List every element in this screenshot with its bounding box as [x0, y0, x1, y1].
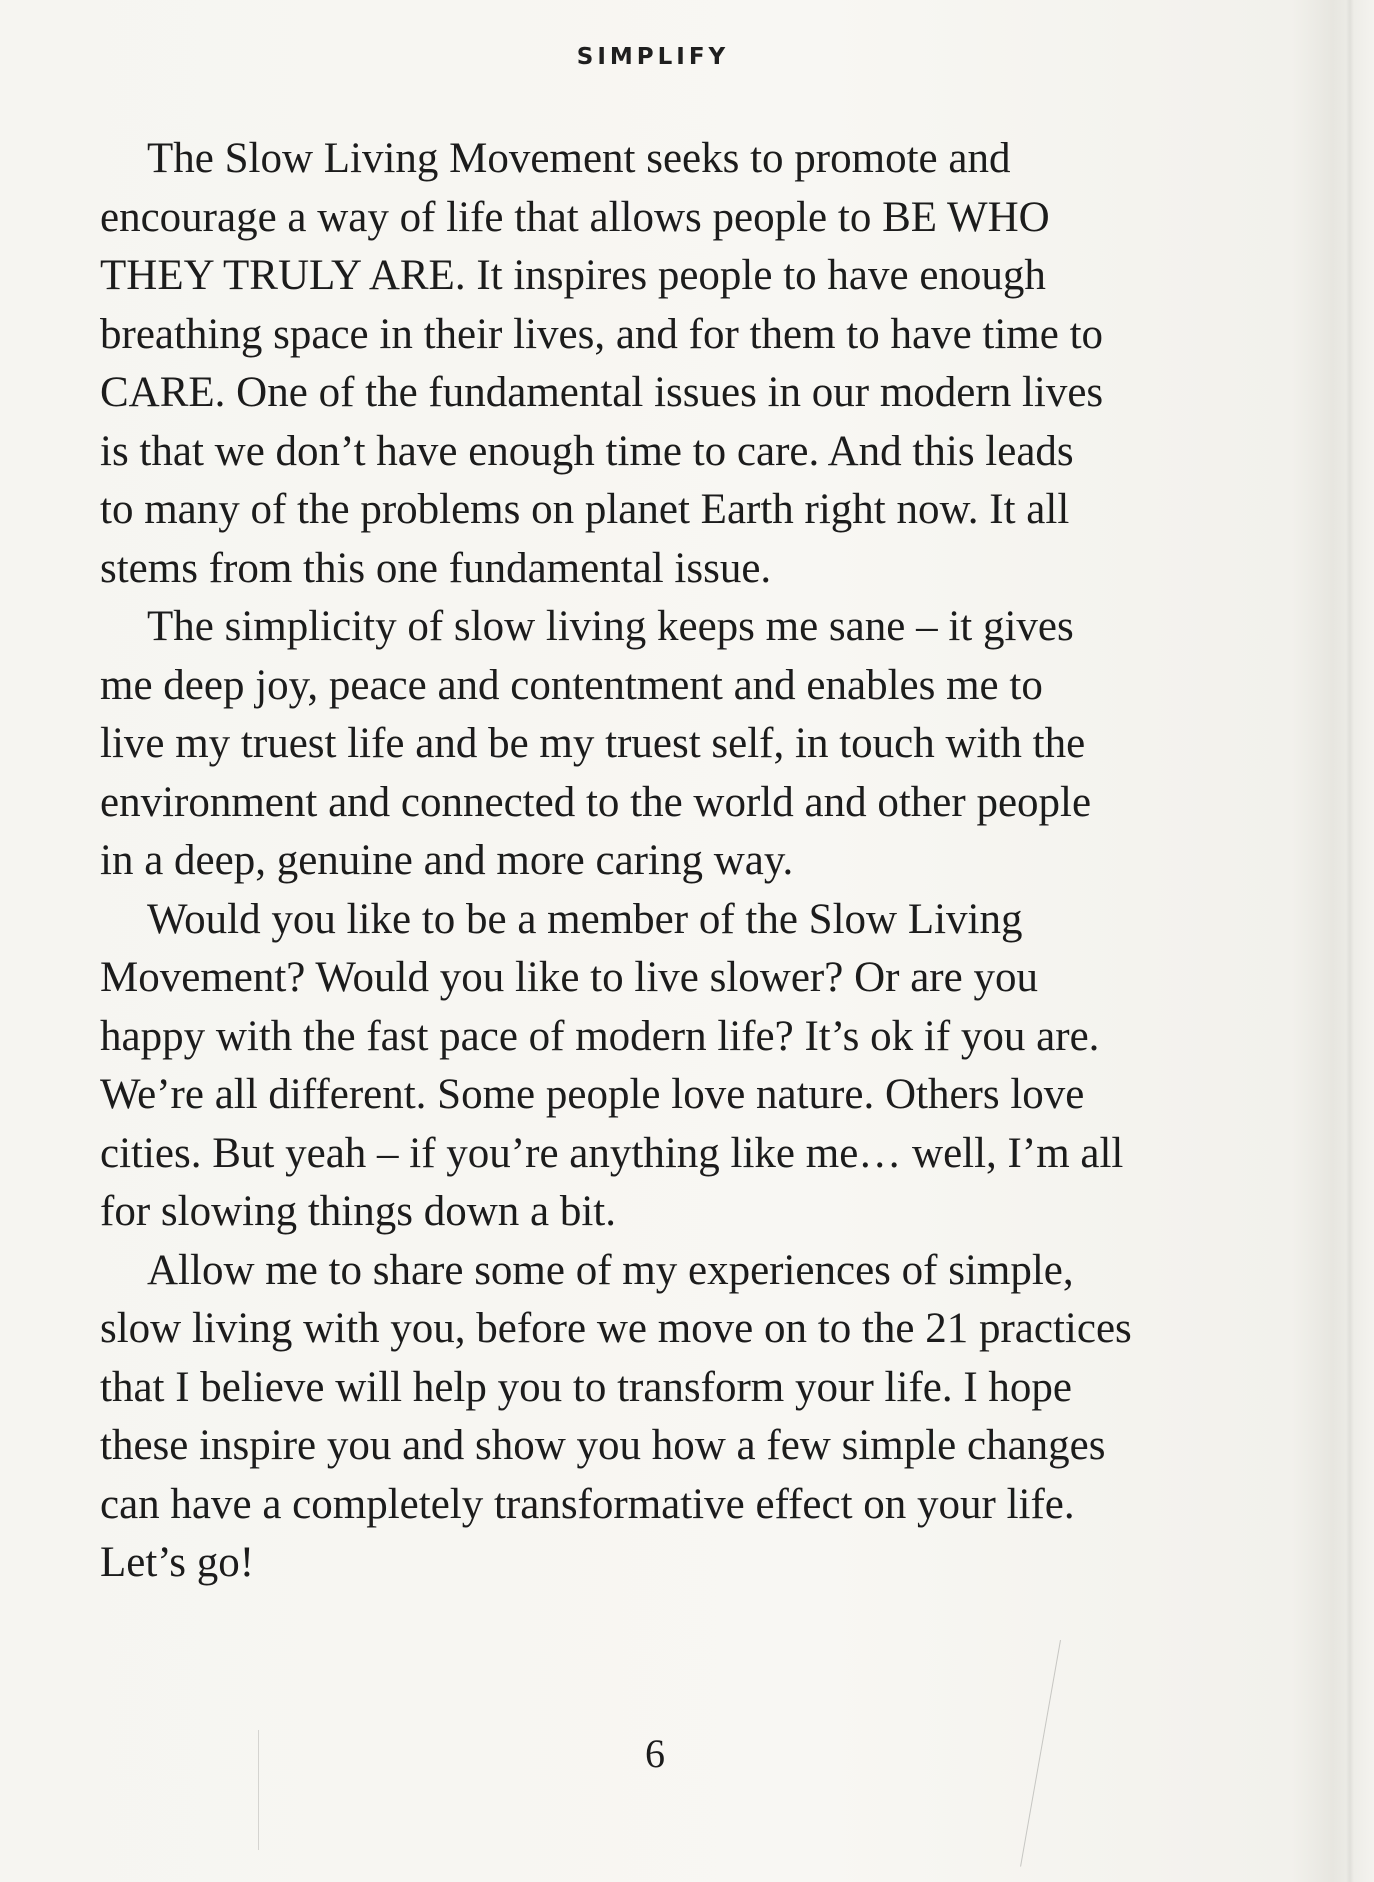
- text-line: CARE. One of the fundamental issues in our modern lives: [100, 369, 1104, 416]
- paper-crease: [1020, 1640, 1061, 1867]
- running-head: SIMPLIFY: [576, 44, 730, 70]
- text-line: slow living with you, before we move on to the 21 practices: [100, 1305, 1132, 1352]
- text-line: We’re all different. Some people love nature. Others love: [100, 1071, 1085, 1118]
- text-line: these inspire you and show you how a few simple changes: [100, 1422, 1106, 1469]
- text-line: stems from this one fundamental issue.: [100, 544, 772, 592]
- text-line: happy with the fast pace of modern life? It’s ok if you are.: [100, 1012, 1100, 1060]
- text-line: Let’s go!: [100, 1539, 255, 1586]
- text-line: cities. But yeah – if you’re anything like me… well, I’m all: [100, 1129, 1124, 1177]
- paragraph: [100, 891, 1230, 1242]
- text-line: Would you like to be a member of the Slow Living: [147, 895, 1023, 943]
- text-line: The Slow Living Movement seeks to promote and: [147, 135, 1011, 182]
- text-line: me deep joy, peace and contentment and enables me to: [100, 661, 1043, 709]
- text-line: THEY TRULY ARE. It inspires people to have enough: [100, 252, 1046, 299]
- paper-crease: [258, 1730, 259, 1850]
- text-line: environment and connected to the world and other people: [100, 778, 1092, 826]
- text-line: Allow me to share some of my experiences of simple,: [147, 1246, 1074, 1294]
- paragraph: [100, 598, 1230, 891]
- text-line: encourage a way of life that allows people to BE WHO: [100, 193, 1050, 241]
- paragraph: [100, 1242, 1230, 1593]
- text-line: to many of the problems on planet Earth right now. It all: [100, 486, 1070, 533]
- text-line: live my truest life and be my truest self, in touch with the: [100, 720, 1086, 767]
- text-line: in a deep, genuine and more caring way.: [100, 837, 794, 884]
- text-line: is that we don’t have enough time to care. And this leads: [100, 427, 1074, 475]
- paragraph: [100, 130, 1230, 598]
- text-line: The simplicity of slow living keeps me sane – it gives: [147, 603, 1074, 650]
- text-line: breathing space in their lives, and for them to have time to: [100, 310, 1104, 358]
- text-line: can have a completely transformative effect on your life.: [100, 1480, 1075, 1528]
- page-number: 6: [645, 1731, 665, 1776]
- text-line: that I believe will help you to transform your life. I hope: [100, 1363, 1073, 1411]
- body-text: [100, 130, 1230, 1593]
- text-line: Movement? Would you like to live slower? Or are you: [100, 954, 1038, 1001]
- text-line: for slowing things down a bit.: [100, 1188, 616, 1235]
- page-edge-shadow: [1346, 0, 1354, 1882]
